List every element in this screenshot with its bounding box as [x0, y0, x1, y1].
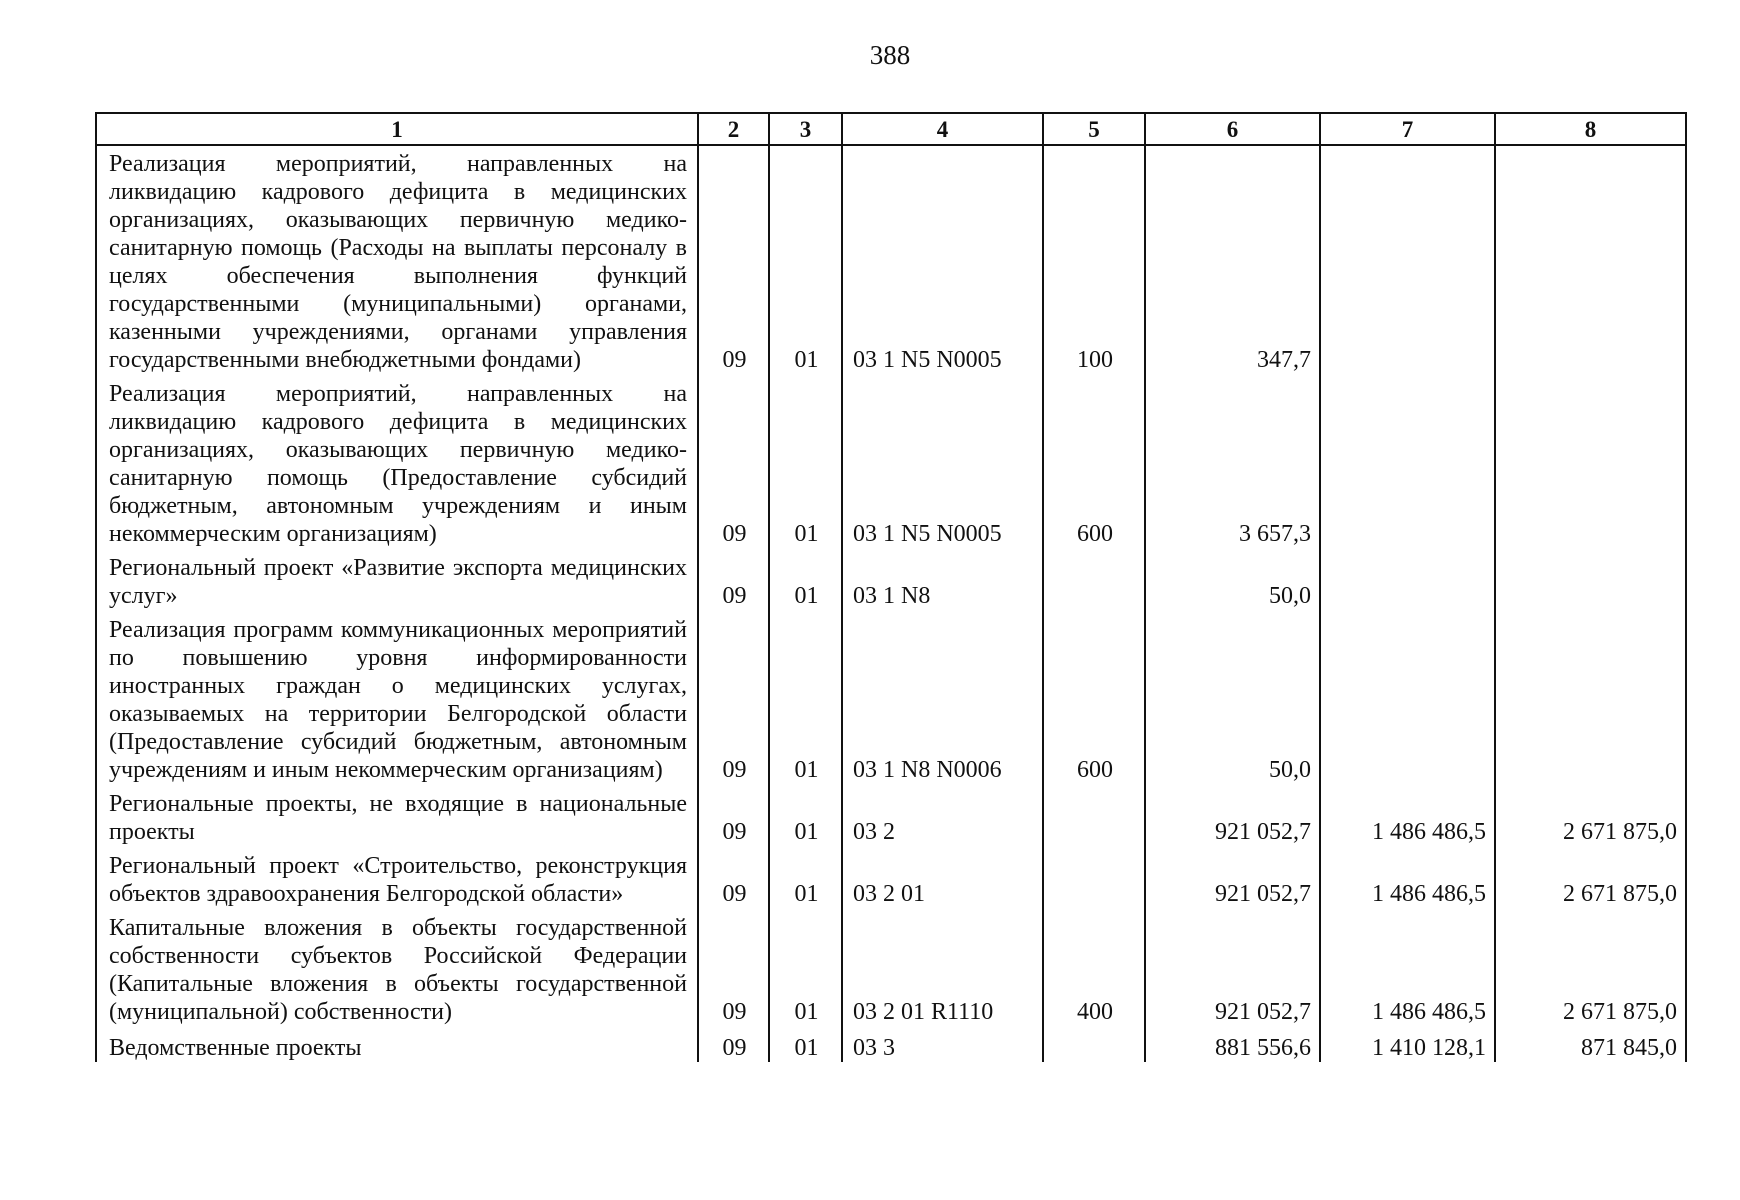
- subsection-code: 01: [769, 550, 842, 612]
- row-name: Реализация программ коммуникационных мероприятий по повышению уровня информированности иностранных граждан о медицинских услугах, оказываемых на территории Белгородской области (Предоставление субсидий бюджетным, автономным учреждениям и иным некоммерческим организациям): [96, 612, 698, 786]
- row-name: Ведомственные проекты: [96, 1028, 698, 1062]
- amount-col-8: [1495, 550, 1686, 612]
- subsection-code: 01: [769, 910, 842, 1028]
- amount-col-6: 921 052,7: [1145, 786, 1320, 848]
- section-code: 09: [698, 1028, 769, 1062]
- amount-col-7: 1 486 486,5: [1320, 786, 1495, 848]
- expense-type-code: 400: [1043, 910, 1145, 1028]
- amount-col-8: [1495, 145, 1686, 376]
- section-code: 09: [698, 910, 769, 1028]
- row-name: Региональный проект «Строительство, реконструкция объектов здравоохранения Белгородской области»: [96, 848, 698, 910]
- amount-col-6: 881 556,6: [1145, 1028, 1320, 1062]
- amount-col-8: [1495, 376, 1686, 550]
- subsection-code: 01: [769, 786, 842, 848]
- column-header-1: 1: [96, 113, 698, 145]
- subsection-code: 01: [769, 612, 842, 786]
- column-header-5: 5: [1043, 113, 1145, 145]
- table-row: [96, 786, 1686, 848]
- column-header-7: 7: [1320, 113, 1495, 145]
- amount-col-7: 1 486 486,5: [1320, 848, 1495, 910]
- table-row: [96, 550, 1686, 612]
- target-article-code: 03 3: [842, 1028, 1043, 1062]
- target-article-code: 03 2 01: [842, 848, 1043, 910]
- subsection-code: 01: [769, 376, 842, 550]
- subsection-code: 01: [769, 848, 842, 910]
- amount-col-7: 1 486 486,5: [1320, 910, 1495, 1028]
- section-code: 09: [698, 786, 769, 848]
- target-article-code: 03 1 N8 N0006: [842, 612, 1043, 786]
- subsection-code: 01: [769, 145, 842, 376]
- section-code: 09: [698, 612, 769, 786]
- amount-col-6: 921 052,7: [1145, 910, 1320, 1028]
- section-code: 09: [698, 550, 769, 612]
- table-row: [96, 612, 1686, 786]
- amount-col-6: 50,0: [1145, 550, 1320, 612]
- amount-col-6: 347,7: [1145, 145, 1320, 376]
- target-article-code: 03 1 N5 N0005: [842, 376, 1043, 550]
- subsection-code: 01: [769, 1028, 842, 1062]
- section-code: 09: [698, 376, 769, 550]
- expense-type-code: 100: [1043, 145, 1145, 376]
- amount-col-6: 921 052,7: [1145, 848, 1320, 910]
- amount-col-7: [1320, 145, 1495, 376]
- amount-col-7: [1320, 376, 1495, 550]
- row-name: Региональные проекты, не входящие в национальные проекты: [96, 786, 698, 848]
- target-article-code: 03 1 N8: [842, 550, 1043, 612]
- expense-type-code: 600: [1043, 376, 1145, 550]
- target-article-code: 03 2 01 R1110: [842, 910, 1043, 1028]
- amount-col-6: 3 657,3: [1145, 376, 1320, 550]
- section-code: 09: [698, 145, 769, 376]
- row-name: Реализация мероприятий, направленных на ликвидацию кадрового дефицита в медицинских организациях, оказывающих первичную медико-санитарную помощь (Расходы на выплаты персоналу в целях обеспечения выполнения функций государственными (муниципальными) органами, казенными учреждениями, органами управления государственными внебюджетными фондами): [96, 145, 698, 376]
- expense-type-code: [1043, 848, 1145, 910]
- column-header-3: 3: [769, 113, 842, 145]
- column-header-4: 4: [842, 113, 1043, 145]
- row-name: Региональный проект «Развитие экспорта медицинских услуг»: [96, 550, 698, 612]
- expense-type-code: [1043, 786, 1145, 848]
- amount-col-6: 50,0: [1145, 612, 1320, 786]
- amount-col-8: [1495, 612, 1686, 786]
- expense-type-code: [1043, 1028, 1145, 1062]
- row-name: Реализация мероприятий, направленных на ликвидацию кадрового дефицита в медицинских организациях, оказывающих первичную медико-санитарную помощь (Предоставление субсидий бюджетным, автономным учреждениям и иным некоммерческим организациям): [96, 376, 698, 550]
- target-article-code: 03 2: [842, 786, 1043, 848]
- row-name: Капитальные вложения в объекты государственной собственности субъектов Российской Федерации (Капитальные вложения в объекты государственной (муниципальной) собственности): [96, 910, 698, 1028]
- table-row: [96, 376, 1686, 550]
- section-code: 09: [698, 848, 769, 910]
- page-number: 388: [869, 40, 911, 70]
- column-header-2: 2: [698, 113, 769, 145]
- amount-col-7: [1320, 612, 1495, 786]
- amount-col-8: 2 671 875,0: [1495, 786, 1686, 848]
- target-article-code: 03 1 N5 N0005: [842, 145, 1043, 376]
- table-row: [96, 145, 1686, 376]
- amount-col-8: 871 845,0: [1495, 1028, 1686, 1062]
- table-header-row: [96, 113, 1686, 145]
- amount-col-7: 1 410 128,1: [1320, 1028, 1495, 1062]
- column-header-6: 6: [1145, 113, 1320, 145]
- amount-col-8: 2 671 875,0: [1495, 910, 1686, 1028]
- table-row: [96, 1028, 1686, 1062]
- expense-type-code: 600: [1043, 612, 1145, 786]
- budget-table: [95, 112, 1687, 1062]
- table-row: [96, 848, 1686, 910]
- table-row: [96, 910, 1686, 1028]
- amount-col-8: 2 671 875,0: [1495, 848, 1686, 910]
- amount-col-7: [1320, 550, 1495, 612]
- column-header-8: 8: [1495, 113, 1686, 145]
- expense-type-code: [1043, 550, 1145, 612]
